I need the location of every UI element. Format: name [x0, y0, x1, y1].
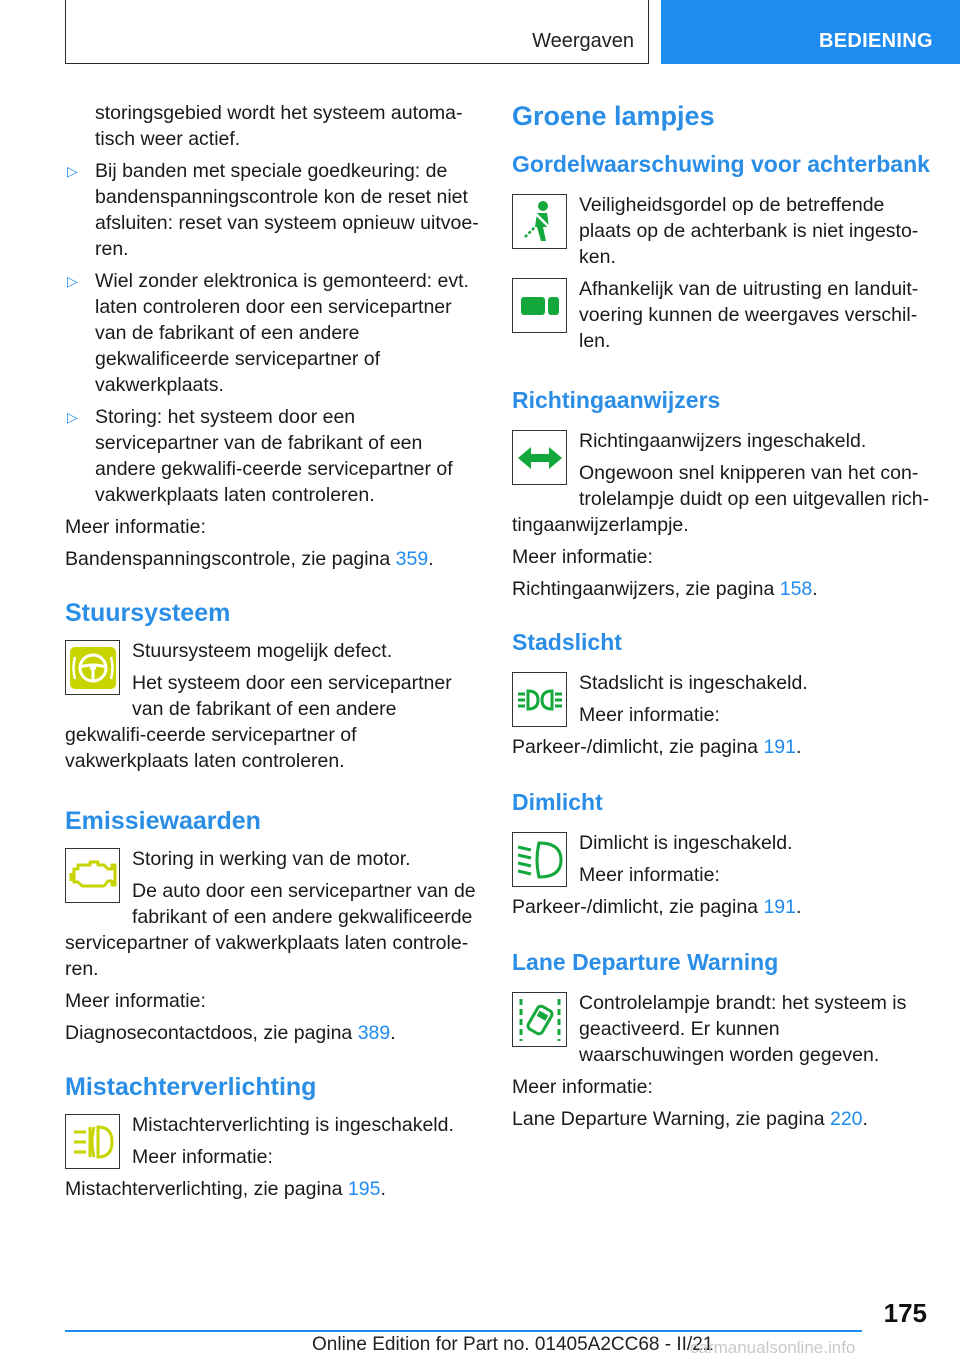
entry-text: Stadslicht is ingeschakeld. [579, 672, 808, 694]
parking-light-entry [512, 670, 930, 766]
page-link[interactable]: 191 [763, 896, 796, 918]
fog-entry [65, 1112, 483, 1208]
entry-text: Mistachterverlichting is ingeschakeld. [132, 1114, 454, 1136]
reference-line: Mistachterverlichting, zie pagina 195. [65, 1178, 386, 1200]
entry-text: Ongewoon snel knipperen van het con-trolelampje duidt op een uitgevallen rich-tingaanwijzerlampje. [512, 462, 930, 536]
more-info-label: Meer informatie: [512, 546, 653, 568]
entry-text: Storing in werking van de motor. [132, 848, 411, 870]
reference-line: Diagnosecontactdoos, zie pagina 389. [65, 1022, 396, 1044]
entry-text: Het systeem door een servicepartner van de fabrikant of een andere gekwalifi-ceerde servicepartner of vakwerkplaats laten controleren. [65, 672, 452, 772]
more-info-label: Meer informatie: [512, 1076, 653, 1098]
section-heading: Stuursysteem [65, 599, 231, 627]
header-frame [65, 0, 649, 64]
left-column [65, 100, 483, 1208]
reference-line: Richtingaanwijzers, zie pagina 158. [512, 578, 818, 600]
section-heading: Richtingaanwijzers [512, 387, 721, 413]
lane-departure-entry [512, 990, 930, 1074]
reference-line: Parkeer-/dimlicht, zie pagina 191. [512, 896, 802, 918]
continued-text: storingsgebied wordt het systeem automa-tisch weer actief. [95, 102, 463, 150]
page-number: 175 [883, 1298, 927, 1328]
page-link[interactable]: 195 [347, 1178, 381, 1200]
bullet-item: ▷ Storing: het systeem door een servicepartner van de fabrikant of een andere gekwalifi-ceerde servicepartner of vakwerkplaats laten controleren. [67, 406, 453, 506]
more-info-label: Meer informatie: [65, 990, 206, 1012]
bullet-item: ▷ Wiel zonder elektronica is gemonteerd: evt. laten controleren door een servicepartner van de fabrikant of een andere gekwalificeerde servicepartner of vakwerkplaats. [67, 270, 469, 396]
triangle-bullet-icon: ▷ [67, 163, 78, 179]
lane-departure-icon [512, 992, 567, 1047]
seat-indicator-entry [512, 276, 930, 360]
entry-text: Afhankelijk van de uitrusting en landuit-voering kunnen de weergaves verschil-len. [579, 278, 919, 352]
seatbelt-entry [512, 192, 930, 276]
section-heading: Lane Departure Warning [512, 949, 779, 975]
footer-rule [65, 1330, 862, 1332]
page-link[interactable]: 359 [395, 548, 429, 570]
bullet-item: ▷ Bij banden met speciale goedkeuring: de bandenspanningscontrole kon de reset niet afsluiten: reset van systeem opnieuw uitvoe-ren. [67, 160, 479, 260]
low-beam-entry [512, 830, 930, 926]
reference-line: Lane Departure Warning, zie pagina 220. [512, 1108, 868, 1130]
more-info-label: Meer informatie: [132, 1146, 273, 1168]
page-link[interactable]: 220 [829, 1108, 863, 1130]
entry-text: Veiligheidsgordel op de betreffende plaats op de achterbank is niet ingesto-ken. [579, 194, 919, 268]
section-heading: Dimlicht [512, 789, 603, 815]
section-title: Weergaven [532, 30, 634, 52]
entry-text: Stuursysteem mogelijk defect. [132, 640, 393, 662]
entry-text: De auto door een servicepartner van de fabrikant of een andere gekwalificeerde servicepartner of vakwerkplaats laten controle-ren. [65, 880, 476, 980]
entry-text: Controlelampje brandt: het systeem is geactiveerd. Er kunnen waarschuwingen worden gegeven. [579, 992, 907, 1066]
steering-entry [65, 638, 483, 780]
turn-signal-entry [512, 428, 930, 544]
more-info-label: Meer informatie: [579, 864, 720, 886]
page-link[interactable]: 191 [763, 736, 796, 758]
section-heading: Mistachterverlichting [65, 1073, 317, 1101]
chapter-tab [661, 0, 960, 64]
edition-text: Online Edition for Part no. 01405A2CC68 - II/21 [312, 1334, 714, 1355]
engine-entry [65, 846, 483, 988]
entry-text: Richtingaanwijzers ingeschakeld. [579, 430, 867, 452]
chapter-title: BEDIENING [819, 30, 933, 52]
rear-fog-light-icon [65, 1114, 120, 1169]
rear-seat-indicator-icon [512, 278, 567, 333]
reference-line: Parkeer-/dimlicht, zie pagina 191. [512, 736, 802, 758]
more-info-label: Meer informatie: [65, 516, 206, 538]
check-engine-icon [65, 848, 120, 903]
right-column [512, 100, 930, 1138]
parking-light-icon [512, 672, 567, 727]
page-link[interactable]: 158 [779, 578, 813, 600]
turn-signal-icon [512, 430, 567, 485]
section-heading: Emissiewaarden [65, 807, 261, 835]
reference-line: Bandenspanningscontrole, zie pagina 359. [65, 548, 434, 570]
low-beam-icon [512, 832, 567, 887]
seatbelt-icon [512, 194, 567, 249]
more-info-label: Meer informatie: [579, 704, 720, 726]
watermark: carmanualsonline.info [690, 1338, 856, 1357]
steering-warning-icon [65, 640, 120, 695]
triangle-bullet-icon: ▷ [67, 273, 78, 289]
section-heading: Stadslicht [512, 629, 622, 655]
section-heading: Gordelwaarschuwing voor achterbank [512, 151, 930, 177]
triangle-bullet-icon: ▷ [67, 409, 78, 425]
page-link[interactable]: 389 [357, 1022, 391, 1044]
main-heading: Groene lampjes [512, 101, 715, 131]
entry-text: Dimlicht is ingeschakeld. [579, 832, 793, 854]
